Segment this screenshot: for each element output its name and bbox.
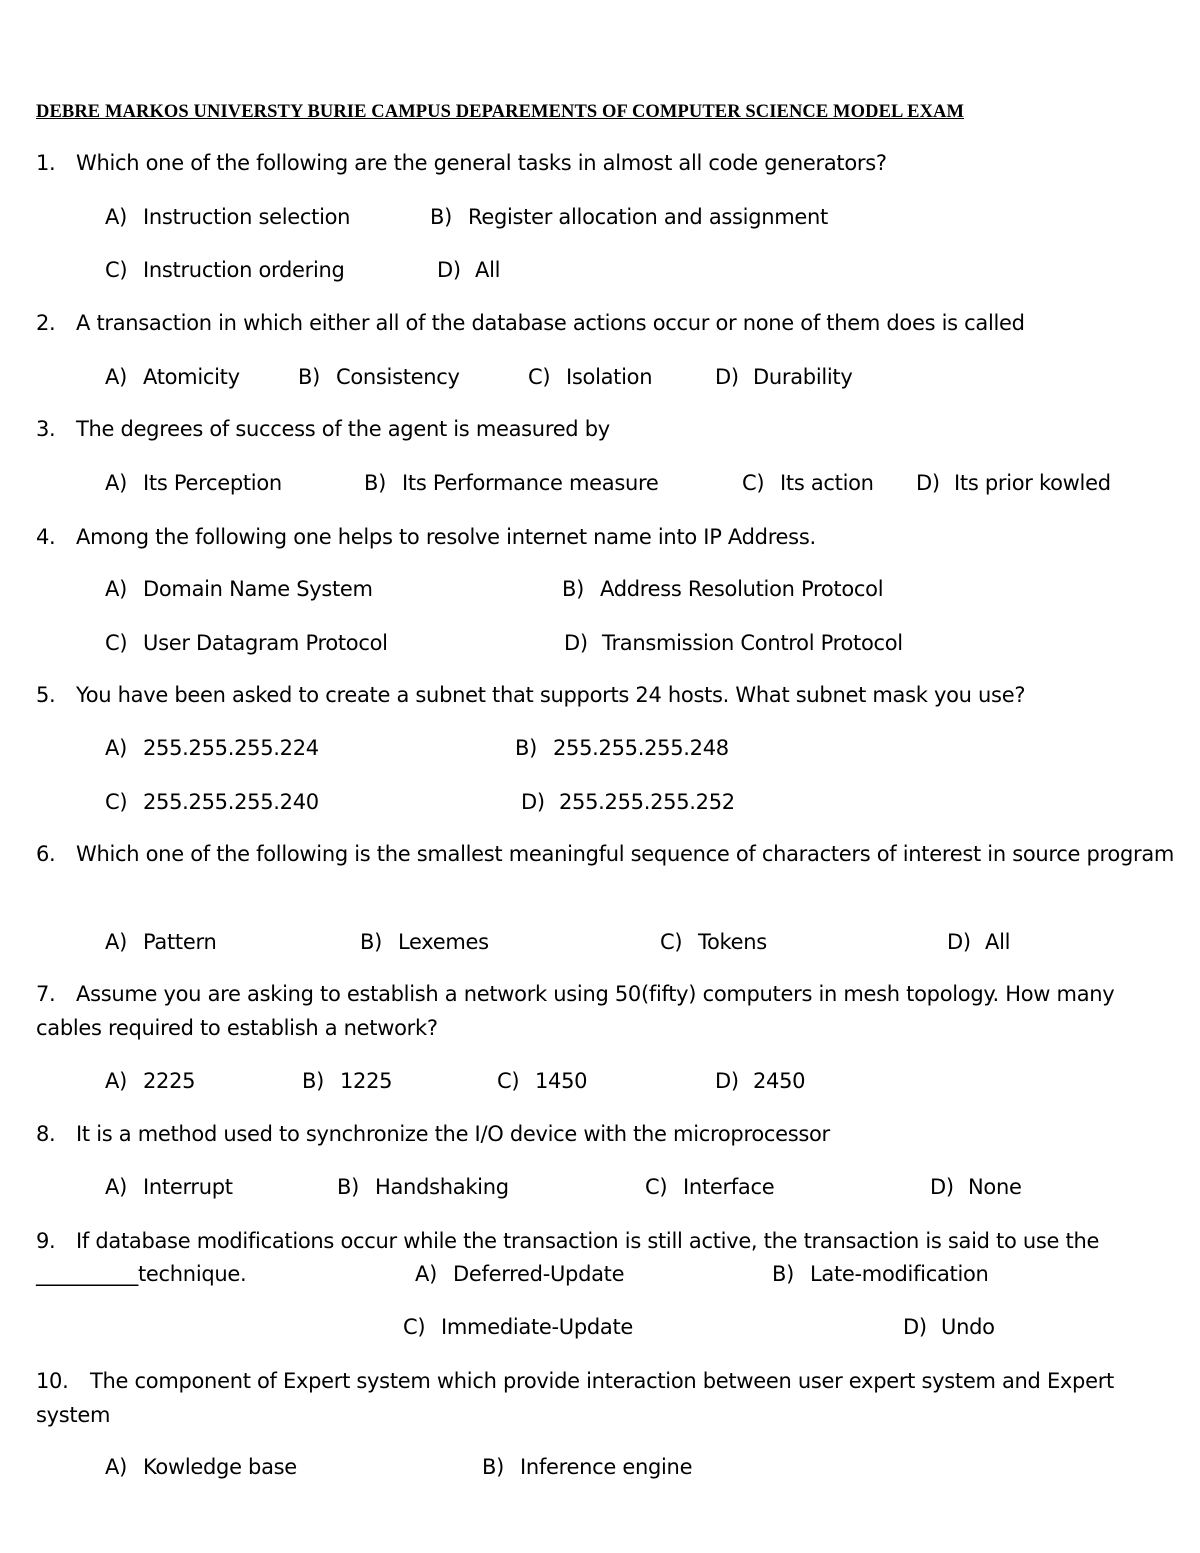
q2-option-b[interactable]: B) Consistency — [298, 365, 460, 389]
q3-option-c[interactable]: C) Its action — [742, 471, 874, 495]
q8-option-d[interactable]: D) None — [930, 1175, 1022, 1199]
question-text: The degrees of success of the agent is measured by — [76, 417, 610, 441]
q5-option-a[interactable]: A) 255.255.255.224 — [105, 736, 319, 760]
q8-option-c[interactable]: C) Interface — [645, 1175, 775, 1199]
question-number: 6. — [36, 842, 56, 866]
q1-option-c[interactable]: C) Instruction ordering — [105, 258, 345, 282]
q3-option-d[interactable]: D) Its prior kowled — [916, 471, 1111, 495]
question-9 — [36, 1224, 1186, 1258]
q7-option-b[interactable]: B) 1225 — [302, 1069, 393, 1093]
q2-option-c[interactable]: C) Isolation — [528, 365, 653, 389]
question-5 — [36, 678, 1186, 712]
q1-option-d[interactable]: D) All — [437, 258, 501, 282]
question-1 — [36, 146, 1186, 180]
question-number: 3. — [36, 417, 56, 441]
question-text: Which one of the following is the smallest meaningful sequence of characters of interest in source program — [76, 842, 1175, 866]
q8-option-b[interactable]: B) Handshaking — [337, 1175, 509, 1199]
q5-option-b[interactable]: B) 255.255.255.248 — [515, 736, 729, 760]
question-3 — [36, 412, 1186, 446]
q7-option-c[interactable]: C) 1450 — [497, 1069, 588, 1093]
q3-option-b[interactable]: B) Its Performance measure — [364, 471, 659, 495]
question-7 — [36, 977, 1186, 1045]
q5-option-d[interactable]: D) 255.255.255.252 — [521, 790, 735, 814]
question-number: 5. — [36, 683, 56, 707]
question-text: Assume you are asking to establish a network using 50(fifty) computers in mesh topology. How many cables required to establish a network? — [36, 982, 1115, 1040]
q2-option-d[interactable]: D) Durability — [715, 365, 853, 389]
question-2 — [36, 306, 1186, 340]
q6-option-a[interactable]: A) Pattern — [105, 930, 217, 954]
question-number: 10. — [36, 1369, 69, 1393]
question-text: The component of Expert system which provide interaction between user expert system and Expert system — [36, 1369, 1114, 1427]
q9-option-b[interactable]: B) Late-modification — [772, 1262, 989, 1286]
question-number: 9. — [36, 1229, 56, 1253]
q5-option-c[interactable]: C) 255.255.255.240 — [105, 790, 319, 814]
q4-option-b[interactable]: B) Address Resolution Protocol — [562, 577, 884, 601]
q9-option-c[interactable]: C) Immediate-Update — [403, 1315, 634, 1339]
q9-option-d[interactable]: D) Undo — [903, 1315, 995, 1339]
question-number: 2. — [36, 311, 56, 335]
q7-option-d[interactable]: D) 2450 — [715, 1069, 806, 1093]
question-4 — [36, 520, 1186, 554]
q10-option-a[interactable]: A) Kowledge base — [105, 1455, 297, 1479]
q8-option-a[interactable]: A) Interrupt — [105, 1175, 233, 1199]
q2-option-a[interactable]: A) Atomicity — [105, 365, 240, 389]
question-text: It is a method used to synchronize the I/O device with the microprocessor — [76, 1122, 830, 1146]
q10-option-b[interactable]: B) Inference engine — [482, 1455, 693, 1479]
question-text-blank: __________technique. — [36, 1262, 247, 1286]
q6-option-d[interactable]: D) All — [947, 930, 1011, 954]
question-10 — [36, 1364, 1146, 1432]
exam-title: DEBRE MARKOS UNIVERSTY BURIE CAMPUS DEPAREMENTS OF COMPUTER SCIENCE MODEL EXAM — [36, 102, 965, 122]
question-text: Among the following one helps to resolve internet name into IP Address. — [76, 525, 816, 549]
q6-option-c[interactable]: C) Tokens — [660, 930, 767, 954]
question-8 — [36, 1117, 1186, 1151]
q1-option-b[interactable]: B) Register allocation and assignment — [430, 205, 828, 229]
q3-option-a[interactable]: A) Its Perception — [105, 471, 282, 495]
question-number: 7. — [36, 982, 56, 1006]
q4-option-d[interactable]: D) Transmission Control Protocol — [564, 631, 903, 655]
question-text: A transaction in which either all of the database actions occur or none of them does is called — [76, 311, 1025, 335]
question-text: You have been asked to create a subnet that supports 24 hosts. What subnet mask you use? — [76, 683, 1026, 707]
q4-option-c[interactable]: C) User Datagram Protocol — [105, 631, 388, 655]
question-number: 1. — [36, 151, 56, 175]
question-number: 4. — [36, 525, 56, 549]
q9-option-a[interactable]: A) Deferred-Update — [415, 1262, 625, 1286]
q7-option-a[interactable]: A) 2225 — [105, 1069, 196, 1093]
question-6 — [36, 837, 1186, 871]
q6-option-b[interactable]: B) Lexemes — [360, 930, 489, 954]
q1-option-a[interactable]: A) Instruction selection — [105, 205, 351, 229]
q4-option-a[interactable]: A) Domain Name System — [105, 577, 373, 601]
question-number: 8. — [36, 1122, 56, 1146]
question-text: Which one of the following are the general tasks in almost all code generators? — [76, 151, 887, 175]
question-text: If database modifications occur while the transaction is still active, the transaction is said to use the — [76, 1229, 1100, 1253]
